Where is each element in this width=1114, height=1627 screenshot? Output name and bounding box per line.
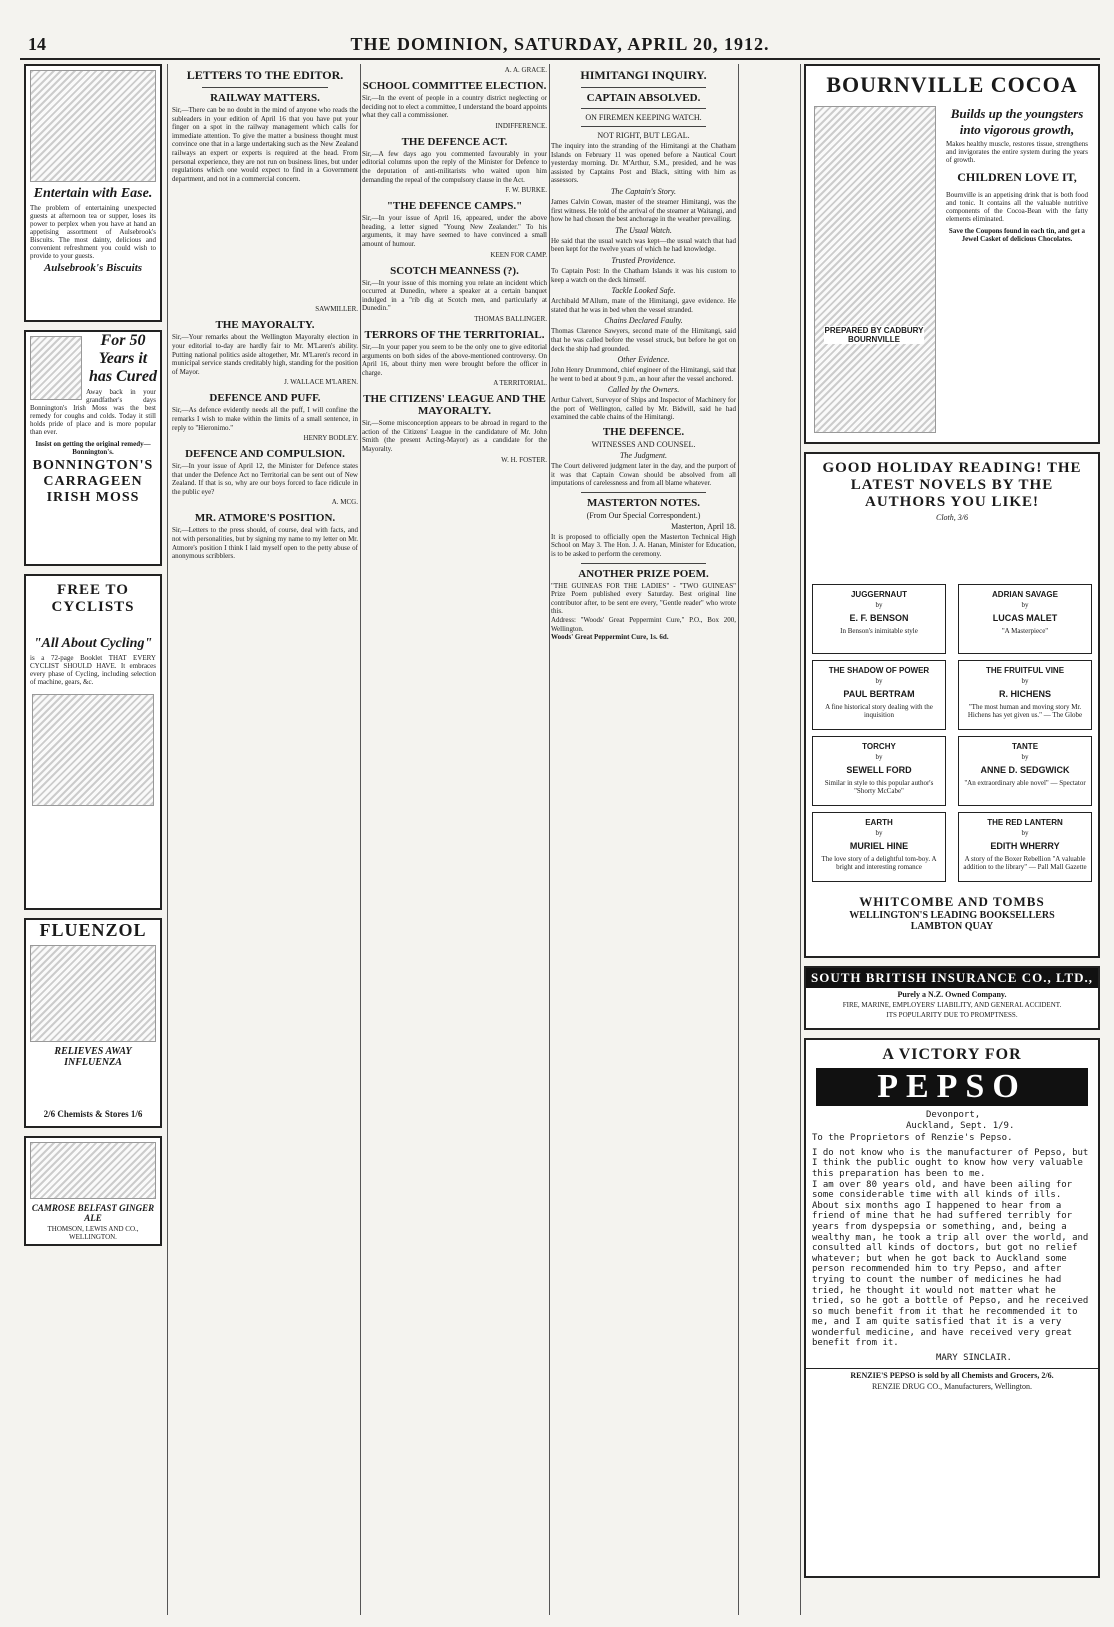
article-subhead: ON FIREMEN KEEPING WATCH.	[585, 113, 702, 122]
ad-tagline: Builds up the youngsters into vigorous growth,	[950, 106, 1084, 137]
inquiry-column	[551, 64, 736, 1615]
letter-title: "THE DEFENCE CAMPS."	[386, 200, 523, 213]
book-note: "A Masterpiece"	[1001, 627, 1049, 635]
ad-text: is a 72-page Booklet THAT EVERY CYCLIST SHOULD HAVE. It embraces every phase of Cycling, including selection of machine, gears, &c.	[30, 654, 156, 686]
book-by: by	[1021, 601, 1029, 609]
ad-headline: Entertain with Ease.	[33, 186, 153, 201]
book-note: A fine historical story dealing with the inquisition	[825, 703, 933, 719]
ad-headline: FREE TO CYCLISTS	[51, 582, 135, 615]
letter-signature: INDIFFERENCE.	[495, 121, 547, 130]
page-number: 14	[28, 34, 46, 54]
bookseller-sub: WELLINGTON'S LEADING BOOKSELLERS	[849, 910, 1055, 921]
article-paragraph: Thomas Clarence Sawyers, second mate of the Himitangi, said that he was called before the vessel struck, but before he got on deck the ship had grounded.	[551, 327, 736, 353]
letter-signature: J. WALLACE M'LAREN.	[284, 378, 358, 387]
letter-signature: W. H. FOSTER.	[501, 455, 547, 464]
ad-booklet: "All About Cycling"	[33, 636, 153, 651]
ad-coupon: Save the Coupons found in each tin, and get a Jewel Casket of delicious Chocolates.	[948, 227, 1086, 243]
article-paragraph: Arthur Calvert, Surveyor of Ships and Inspector of Machinery for the port of Wellington, called by Mr. Bidwill, said he had examined the cable chains of the Himitangi.	[551, 396, 736, 422]
book-title: ADRIAN SAVAGE	[992, 590, 1058, 599]
book-title: THE FRUITFUL VINE	[985, 666, 1065, 675]
aulsebrook-ad	[24, 64, 162, 322]
book-note: "The most human and moving story Mr. Hichens has yet given us." — The Globe	[967, 703, 1083, 719]
letter-body: Sir,—In your paper you seem to be the only one to give editorial arguments on both sides of the above-mentioned controversy. On April 16, about thirty men were brought before the officer in charge.	[362, 342, 547, 377]
article-paragraph: John Henry Drummond, chief engineer of the Himitangi, said that he went to bed at about 9 p.m., an hour after the vessel anchored.	[551, 366, 736, 383]
letter-body: Sir,—A few days ago you commented favourably in your editorial columns upon the reply of the Minister for Defence to the deputation of anti-militarists who waited upon him demanding the repeal of the compulsory clause in the Act.	[362, 149, 547, 184]
book-author: R. HICHENS	[998, 689, 1051, 699]
ad-price: 2/6 Chemists & Stores 1/6	[43, 1109, 143, 1119]
book-listing	[958, 812, 1092, 882]
bookseller-name: WHITCOMBE AND TOMBS	[859, 894, 1045, 909]
book-by: by	[875, 677, 883, 685]
masthead	[20, 32, 1100, 60]
letter-body: Sir,—In your issue of April 16, appeared, under the above heading, a letter signed "Young New Zealander." To his arguments, it may have seemed to have convinced a small amount of humour.	[362, 214, 547, 248]
bournville-cocoa-ad	[804, 64, 1100, 444]
insurance-line: ITS POPULARITY DUE TO PROMPTNESS.	[886, 1011, 1018, 1019]
letter-title: SCOTCH MEANNESS (?).	[390, 264, 519, 277]
letter-title: SCHOOL COMMITTEE ELECTION.	[362, 80, 547, 92]
bonnington-ad	[24, 330, 162, 566]
ads-column-right	[804, 64, 1100, 1615]
letter-title: THE DEFENCE ACT.	[401, 135, 508, 148]
ad-text: The problem of entertaining unexpected guests at afternoon tea or supper, loses its power to perplex when you have at hand an appetising assortment of Aulsebrook's Biscuits. The most dainty, delicious and convenient refreshment you could wish to provide to your guests.	[30, 204, 156, 260]
article-title: MASTERTON NOTES.	[586, 496, 701, 509]
column-rule	[549, 64, 550, 1615]
ad-headline: A VICTORY FOR	[882, 1046, 1022, 1063]
insurance-ad	[804, 966, 1100, 1030]
book-listing	[958, 584, 1092, 654]
ad-claim: Bournville is an appetising drink that is both food and tonic. It contains all the valuable nutritive components of the Cocoa-Bean with the fatty elements eliminated.	[946, 191, 1088, 223]
book-author: PAUL BERTRAM	[843, 689, 915, 699]
letter-body: Sir,—Some misconception appears to be abroad in regard to the action of the Citizens' League in the candidature of Mr. John Smith (the present Acting-Mayor) as a candidate for the Mayoralty.	[362, 419, 547, 454]
book-by: by	[1021, 677, 1029, 685]
ad-brand: BOURNVILLE COCOA	[826, 72, 1078, 97]
letter-body: Sir,—In your issue of April 12, the Minister for Defence states that under the Defence Act no Territorial can be sent out of New Zealand. If that is so, why are our boys forced to face ridicule in the public eye?	[172, 462, 358, 496]
letter-signature: HENRY BODLEY.	[303, 434, 358, 443]
book-by: by	[875, 753, 883, 761]
column-rule	[360, 64, 361, 1615]
ad-insist: Insist on getting the original remedy—Bonnington's.	[35, 440, 151, 456]
article-credit: (From Our Special Correspondent.)	[586, 510, 701, 520]
book-title: EARTH	[865, 818, 893, 827]
letters-column-1	[172, 64, 358, 1615]
article-paragraph: It is proposed to officially open the Masterton Technical High School on May 3. The Hon. J. A. Hanan, Minister for Education, is to be asked to perform the ceremony.	[551, 532, 736, 559]
letter-body: Sir,—In your issue of this morning you relate an incident which occurred at Dunedin, where a speaker at a certain banquet indulged in a "rib dig at Scotch men, and particularly at Dunedin."	[362, 278, 547, 313]
cycling-ad	[24, 574, 162, 910]
article-paragraph: He said that the usual watch was kept—the usual watch that had been kept for the twelve years of which he had knowledge.	[551, 236, 736, 254]
man-illustration	[30, 945, 156, 1042]
article-paragraph: To Captain Post: In the Chatham Islands it was his custom to keep a watch on the deck himself.	[551, 266, 736, 284]
book-title: THE RED LANTERN	[987, 818, 1063, 827]
book-note: In Benson's inimitable style	[840, 627, 918, 635]
book-note: The love story of a delightful tom-boy. A bright and interesting romance	[821, 855, 937, 871]
book-by: by	[1021, 829, 1029, 837]
letter-title: THE MAYORALTY.	[215, 319, 315, 332]
section-head: The Captain's Story.	[610, 186, 677, 196]
article-dateline: Masterton, April 18.	[671, 521, 736, 531]
letter-title: MR. ATMORE'S POSITION.	[194, 512, 336, 525]
footer-ad: Woods' Great Peppermint Cure, 1s. 6d.	[551, 633, 669, 642]
letter-title: RAILWAY MATTERS.	[210, 92, 320, 104]
insurance-line: Purely a N.Z. Owned Company.	[897, 990, 1007, 999]
ad-brand: BONNINGTON'S CARRAGEEN IRISH MOSS	[32, 458, 154, 505]
letter-signature: MARY SINCLAIR.	[936, 1353, 1012, 1364]
letter-title: DEFENCE AND PUFF.	[209, 392, 321, 405]
cocoa-tin-illustration	[814, 106, 936, 433]
divider	[581, 492, 706, 493]
book-listing	[812, 660, 946, 730]
letter-body: Sir,—Letters to the press should, of course, deal with facts, and not with personalities, but by signing my name to my letter on Mr. Atmore's position I think I laid myself open to the petty abuse of anonymous scribblers.	[172, 526, 358, 561]
book-author: EDITH WHERRY	[990, 841, 1060, 851]
section-head: The Usual Watch.	[615, 225, 672, 235]
divider	[202, 87, 328, 88]
pepso-footer: RENZIE'S PEPSO is sold by all Chemists and Grocers, 2/6.	[806, 1368, 1098, 1380]
section-title: LETTERS TO THE EDITOR.	[186, 68, 344, 82]
section-head: WITNESSES AND COUNSEL.	[591, 440, 696, 450]
woman-illustration	[30, 70, 156, 182]
letter-place: Devonport,	[926, 1110, 981, 1120]
article-paragraph: Archibald M'Allum, mate of the Himitangi, gave evidence. He stated that he was in bed when the vessel stranded.	[551, 297, 736, 314]
letter-body: I do not know who is the manufacturer of Pepso, but I think the public ought to know how very valuable this preparation has been to me. I am over 80 years old, and have been ailing for some considerable time with all kinds of ills. About six months ago I happened to hear from a friend of mine that he had suffered terribly for years from dyspepsia or something, and, being a wealthy man, he took a trip all over the world, and consulted all kinds of doctors, but got no relief whatever; but when he got back to Auckland some person recommended him to try Pepso, and after trying to count the number of medicines he had tried, he thought it would not matter what he tried, so he got a bottle of Pepso, and he received so much benefit from it that he recommended it to me, and I am quite satisfied that it is a very wonderful medicine, and have received very great benefit from it.	[812, 1147, 1089, 1349]
column-rule	[167, 64, 168, 1615]
book-title: JUGGERNAUT	[850, 590, 907, 599]
cyclist-illustration	[32, 694, 154, 806]
section-head: THE DEFENCE.	[602, 426, 685, 439]
book-author: LUCAS MALET	[992, 613, 1058, 623]
letter-title: TERRORS OF THE TERRITORIAL.	[364, 328, 545, 341]
books-price: Cloth, 3/6	[935, 513, 968, 522]
article-subhead: CAPTAIN ABSOLVED.	[586, 92, 701, 104]
section-head: Chains Declared Faulty.	[604, 316, 683, 326]
article-title: HIMITANGI INQUIRY.	[580, 68, 707, 82]
book-title: TORCHY	[862, 742, 896, 751]
article-paragraph: The Court delivered judgment later in the day, and the purport of it was that Captain Cowan should be absolved from all imputations of carelessness and from all blame whatever.	[551, 462, 736, 488]
newspaper-title: THE DOMINION, SATURDAY, APRIL 20, 1912.	[350, 34, 770, 54]
divider	[581, 563, 706, 564]
book-grid	[812, 584, 1092, 884]
letter-signature: A. A. GRACE.	[504, 66, 547, 74]
book-note: Similar in style to this popular author's "Shorty McCabe"	[824, 779, 934, 795]
section-head: Called by the Owners.	[607, 385, 680, 395]
pepso-maker: RENZIE DRUG CO., Manufacturers, Wellington.	[871, 1381, 1033, 1391]
insurance-name: SOUTH BRITISH INSURANCE CO., LTD.,	[806, 968, 1098, 988]
book-author: E. F. BENSON	[849, 613, 909, 623]
ad-brand: FLUENZOL	[39, 920, 147, 940]
letter-signature: A. MCG.	[331, 498, 358, 507]
ads-column-left	[24, 64, 162, 1615]
column-rule	[738, 64, 739, 1615]
letter-body: Sir,—As defence evidently needs all the puff, I will confine the remarks I wish to make within the limits of a small sentence, in reply to "Hieronimo."	[172, 406, 358, 432]
letter-body: Sir,—In the event of people in a country district neglecting or deciding not to elect a committee, I understand the board appoints what they call a commissioner.	[362, 94, 547, 120]
section-head: Tackle Looked Safe.	[611, 286, 676, 296]
letter-title: THE CITIZENS' LEAGUE AND THE MAYORALTY.	[363, 393, 546, 418]
book-note: "An extraordinary able novel" — Spectator	[964, 779, 1086, 787]
book-listing	[812, 812, 946, 882]
book-note: A story of the Boxer Rebellion "A valuable addition to the library" — Pall Mall Gazette	[963, 855, 1087, 871]
article-paragraph: James Calvin Cowan, master of the steamer Himitangi, was the first witness. He told of the arrival of the steamer at Waitangi, and how he had chosen the best anchorage in the weather prevailing.	[551, 197, 736, 224]
letter-signature: SAWMILLER.	[315, 305, 358, 314]
book-listing	[958, 736, 1092, 806]
insurance-line: FIRE, MARINE, EMPLOYERS' LIABILITY, AND GENERAL ACCIDENT.	[842, 1001, 1062, 1009]
divider	[581, 126, 706, 127]
fluenzol-ad	[24, 918, 162, 1128]
book-listing	[812, 736, 946, 806]
book-by: by	[1021, 753, 1029, 761]
section-head: Trusted Providence.	[611, 255, 676, 265]
letter-title: DEFENCE AND COMPULSION.	[185, 448, 345, 461]
ad-brand: PEPSO	[816, 1068, 1088, 1106]
article-paragraph: The inquiry into the stranding of the Himitangi at the Chatham Islands on February 11 was opened before a Nautical Court yesterday morning. Dr. M'Arthur, S.M., presided, and he was assisted by Captains Post and Black, sitting with him as assessors.	[551, 142, 736, 185]
letter-body: Sir,—Your remarks about the Wellington Mayoralty election in your editorial to-day are hardly fair to Mr. M'Laren's ability. Putting national politics aside altogether, Mr. M'Laren's record in municipal service stands creditably high, standing for the position of Mayor.	[172, 333, 358, 376]
letter-body: Sir,—There can be no doubt in the mind of anyone who reads the subleaders in your edition of April 16 that you have put your finger on a spot in the railway management which calls for immediate attention. To give the matter a business thought must convince one that in a large undertaking such as the New Zealand railways an expert or experts is required at the head. From personal experience, they are not run on business lines, but under regulations which one would expect to find in a Government department, and not in a commercial concern.	[172, 106, 358, 183]
books-ad	[804, 452, 1100, 958]
ad-headline: For 50 Years it has Cured	[88, 332, 158, 385]
book-author: MURIEL HINE	[849, 841, 909, 851]
section-head: The Judgment.	[619, 451, 668, 461]
ginger-ale-label	[30, 1142, 156, 1199]
gingerale-ad	[24, 1136, 162, 1246]
article-title: ANOTHER PRIZE POEM.	[578, 567, 709, 580]
cocoa-tin-label: PREPARED BY CADBURY BOURNVILLE	[824, 326, 924, 344]
letters-column-2	[362, 64, 547, 1615]
column-rule	[800, 64, 801, 1615]
book-title: TANTE	[1011, 742, 1039, 751]
article-paragraph: "THE GUINEAS FOR THE LADIES" - "TWO GUINEAS" Prize Poem published every Saturday. Best original line contributor after, to be sent ere every, "Gentle reader" who wrote this.	[551, 581, 736, 616]
book-author: SEWELL FORD	[846, 765, 912, 775]
letter-body-continuation	[172, 183, 358, 303]
ad-text: Away back in your grandfather's days Bonnington's Irish Moss was the best remedy for coughs and colds. Today it still holds pride of place and is more popular than ever.	[30, 388, 156, 436]
divider	[581, 108, 706, 109]
grandfather-illustration	[30, 336, 82, 400]
ad-agents: THOMSON, LEWIS AND CO., WELLINGTON.	[47, 1225, 139, 1241]
ad-love: CHILDREN LOVE IT,	[957, 170, 1077, 184]
section-head: Other Evidence.	[617, 355, 670, 365]
article-paragraph: Address: "Woods' Great Peppermint Cure," P.O., Box 200, Wellington.	[551, 616, 736, 633]
book-author: ANNE D. SEDGWICK	[980, 765, 1070, 775]
books-heading: GOOD HOLIDAY READING! THE LATEST NOVELS BY THE AUTHORS YOU LIKE!	[822, 460, 1082, 510]
pepso-ad	[804, 1038, 1100, 1578]
letter-salutation: To the Proprietors of Renzie's Pepso.	[812, 1133, 1013, 1144]
book-listing	[958, 660, 1092, 730]
article-subhead: NOT RIGHT, BUT LEGAL.	[597, 131, 690, 140]
letter-signature: A TERRITORIAL.	[493, 379, 547, 388]
book-by: by	[875, 601, 883, 609]
book-by: by	[875, 829, 883, 837]
ad-tag: RELIEVES AWAY INFLUENZA	[54, 1046, 132, 1068]
divider	[581, 87, 706, 88]
ad-brand: Aulsebrook's Biscuits	[43, 262, 143, 274]
letter-signature: F. W. BURKE.	[505, 186, 547, 195]
bookseller-location: LAMBTON QUAY	[910, 921, 994, 932]
book-listing	[812, 584, 946, 654]
letter-date: Auckland, Sept. 1/9.	[906, 1120, 1015, 1131]
letter-signature: THOMAS BALLINGER.	[474, 314, 547, 323]
letter-signature: KEEN FOR CAMP.	[490, 250, 547, 259]
book-title: THE SHADOW OF POWER	[828, 666, 930, 675]
ad-text: Makes healthy muscle, restores tissue, strengthens and invigorates the entire system during the years of growth.	[946, 140, 1088, 164]
ad-brand: CAMROSE BELFAST GINGER ALE	[31, 1203, 155, 1223]
